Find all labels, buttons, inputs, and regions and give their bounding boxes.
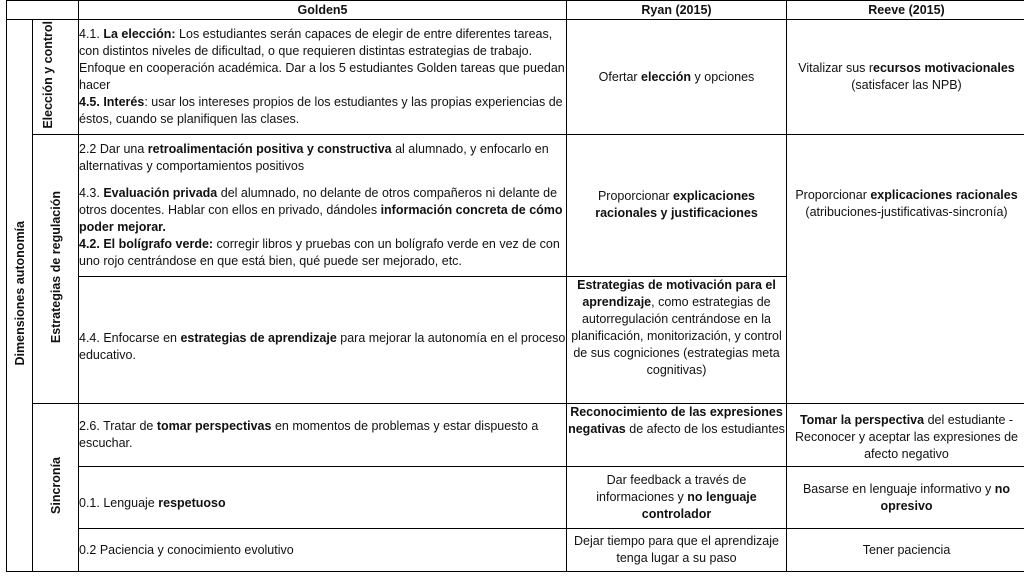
header-blank-cell <box>7 1 79 20</box>
bold-text: explicaciones racionales <box>870 188 1018 203</box>
row-regulacion-a <box>7 135 1024 277</box>
text-run: Ofertar <box>598 69 642 84</box>
golden-item <box>79 141 566 175</box>
bold-text: Tomar la perspectiva <box>799 413 925 428</box>
bold-text: elección <box>641 69 692 84</box>
dimension-label-cell <box>7 20 33 572</box>
bold-text: no lenguaje controlador <box>641 490 757 522</box>
text-run: (atribuciones-justificativas-sincronía) <box>805 205 1008 220</box>
text-run: corregir libros y pruebas con un bolígrafo verde en vez de con uno rojo centrándose en que está bien, qué puede ser mejorado, etc. <box>79 236 560 268</box>
golden-cell-sincronia-1 <box>79 466 567 529</box>
text-run: : usar los intereses propios de los estudiantes y las propias experiencias de éstos, cuando se planifiquen las clases. <box>79 95 563 127</box>
golden-cell-sincronia-0 <box>79 404 567 467</box>
row-sincronia-0 <box>7 404 1024 467</box>
reeve-cell-eleccion <box>787 20 1024 135</box>
text-run: Dar feedback a través de informaciones y <box>596 473 747 505</box>
section-label-cell-1 <box>33 135 79 404</box>
row-sincronia-1 <box>7 466 1024 529</box>
reeve-cell-regulacion <box>787 135 1024 404</box>
text-run: del estudiante - Reconocer y aceptar las expresiones de afecto negativo <box>794 413 1019 462</box>
header-ryan: Ryan (2015) <box>567 1 787 20</box>
golden-item <box>79 330 566 364</box>
text-run: Dejar tiempo para que el aprendizaje tenga lugar a su paso <box>574 534 779 566</box>
golden-cell-eleccion <box>79 20 567 135</box>
text-run: (satisfacer las NPB) <box>851 78 962 93</box>
section-label-eleccion: Elección y control <box>40 20 55 129</box>
text-run: 4.3. <box>79 185 104 200</box>
golden-item <box>79 236 566 270</box>
section-label-cell-2 <box>33 404 79 572</box>
text-run: del alumnado, no delante de otros compañeros ni delante de otros docentes. Hablar con ellos en privado, dándoles <box>79 185 558 217</box>
text-run: 0.2 Paciencia y conocimiento evolutivo <box>79 542 294 557</box>
golden-item <box>79 185 566 236</box>
text-run: 4.4. Enfocarse en <box>79 330 181 345</box>
bold-text: estrategias de aprendizaje <box>180 330 337 345</box>
ryan-cell-sincronia-1 <box>567 466 787 529</box>
text-run: Los estudiantes serán capaces de elegir de entre diferentes tareas, con distintos niveles de dificultad, o que requieren distintas estrategias de trabajo. Enfoque en cooperación académica. Dar a los 5 estudiantes Golden tareas que puedan hacer <box>79 27 565 93</box>
comparison-table <box>6 0 1024 572</box>
ryan-cell-sincronia-2 <box>567 529 787 572</box>
bold-text: Estrategias de motivación para el aprendizaje <box>577 277 776 309</box>
golden-cell-regulacion-a <box>79 135 567 277</box>
golden-cell-sincronia-2 <box>79 529 567 572</box>
golden-cell-regulacion-b <box>79 276 567 403</box>
ryan-cell-regulacion-a <box>567 135 787 277</box>
text-run: Proporcionar <box>795 188 871 203</box>
header-golden5: Golden5 <box>79 1 567 20</box>
header-row <box>7 1 1024 20</box>
row-eleccion-control <box>7 20 1024 135</box>
golden-item <box>79 94 566 128</box>
ryan-cell-regulacion-b <box>567 276 787 403</box>
text-run: Proporcionar <box>597 189 674 204</box>
text-run: de afecto de los estudiantes <box>625 422 785 437</box>
bold-text: ecursos motivacionales <box>873 61 1015 76</box>
bold-text: La elección: <box>103 27 176 42</box>
bold-text: respetuoso <box>158 496 226 511</box>
text-run: , como estrategias de autorregulación centrándose en la planificación, monitorización, y control de sus cogniciones (estrategias meta cognitivas) <box>571 294 782 377</box>
dimension-label: Dimensiones autonomía <box>12 220 27 366</box>
section-label-regulacion: Estrategias de regulación <box>48 190 63 343</box>
section-label-sincronia: Sincronía <box>48 456 63 514</box>
text-run: al alumnado, y enfocarlo en alternativas y comportamientos positivos <box>79 141 549 173</box>
text-run: Tener paciencia <box>862 542 951 557</box>
text-run: 0.1. Lenguaje <box>79 496 159 511</box>
reeve-cell-sincronia-2 <box>787 529 1024 572</box>
text-run: 2.2 Dar una <box>79 141 148 156</box>
text-run: y opciones <box>691 69 755 84</box>
bold-text: información concreta de cómo poder mejorar. <box>79 202 563 234</box>
bold-text: retroalimentación positiva y constructiva <box>147 141 392 156</box>
text-run: 2.6. Tratar de <box>79 418 157 433</box>
text-run: Vitalizar sus r <box>798 61 874 76</box>
text-run: en momentos de problemas y estar dispuesto a escuchar. <box>79 418 539 450</box>
text-run: Basarse en lenguaje informativo y <box>802 481 995 496</box>
reeve-cell-sincronia-0 <box>787 404 1024 467</box>
bold-text: Reconocimiento de las expresiones negativas <box>568 405 783 437</box>
ryan-cell-sincronia-0 <box>567 404 787 467</box>
bold-text: explicaciones racionales y justificaciones <box>595 189 758 221</box>
bold-text: tomar perspectivas <box>156 418 272 433</box>
ryan-cell-eleccion <box>567 20 787 135</box>
bold-text: Evaluación privada <box>103 185 218 200</box>
bold-text: 4.2. El bolígrafo verde: <box>79 236 214 251</box>
row-sincronia-2 <box>7 529 1024 572</box>
text-run: para mejorar la autonomía en el proceso educativo. <box>79 330 566 362</box>
bold-text: 4.5. Interés <box>79 95 145 110</box>
section-label-cell-0 <box>33 20 79 135</box>
text-run: 4.1. <box>79 27 104 42</box>
bold-text: no opresivo <box>880 481 1011 513</box>
golden-item <box>79 26 566 94</box>
header-reeve: Reeve (2015) <box>787 1 1024 20</box>
reeve-cell-sincronia-1 <box>787 466 1024 529</box>
